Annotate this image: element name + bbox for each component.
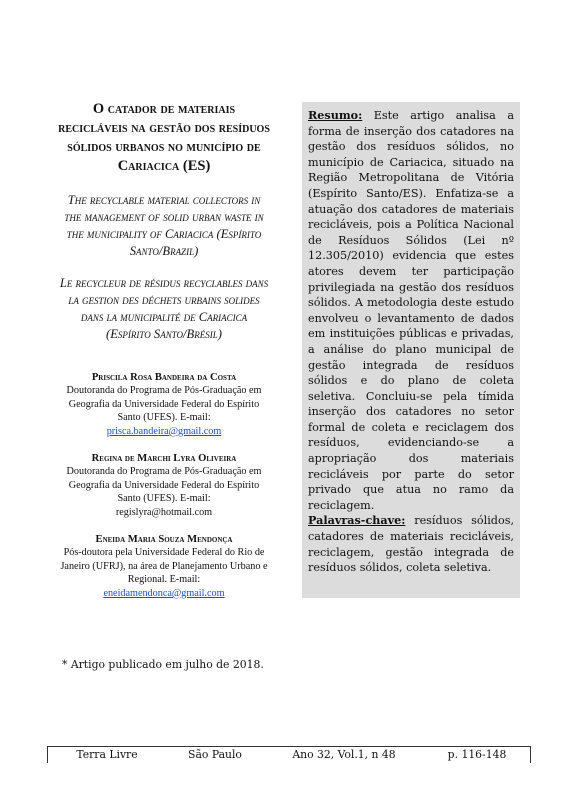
footer-journal: Terra Livre (76, 748, 138, 761)
title-french: Le recycleur de résidus recyclables dans la gestion des déchets urbains solides dans la municipalité de Cariacica (Espírito Santo/Brésil) (59, 276, 269, 341)
author-block (58, 452, 270, 519)
author-email-link[interactable]: prisca.bandeira@gmail.com (106, 425, 222, 437)
title-english: The recyclable material collectors in the management of solid urban waste in the municipality of Cariacica (Espírito Santo/Brazil) (64, 193, 264, 258)
footer-city: São Paulo (188, 748, 242, 761)
author-block (58, 533, 270, 600)
page-footer (47, 746, 531, 763)
author-affiliation: Pós-doutora pela Universidade Federal do Rio de Janeiro (UFRJ), na área de Planejamento Urbano e Regional. E-mail: (60, 547, 268, 586)
footer-pages: p. 116-148 (447, 748, 507, 761)
keywords-text: resíduos sólidos, catadores de materiais recicláveis, reciclagem, gestão integrada de resíduos sólidos, coleta seletiva. (308, 514, 514, 575)
footer-volume: Ano 32, Vol.1, n 48 (292, 748, 396, 761)
keywords-label: Palavras-chave: (308, 513, 406, 528)
abstract-text: Este artigo analisa a forma de inserção dos catadores na gestão dos resíduos sólidos, no município de Cariacica, situado na Região Metropolitana de Vitória (Espírito Santo/ES). Enfatiza-se a atuação dos catadores de materiais recicláveis, pois a Política Nacional de Resíduos Sólidos (Lei nº 12.305/2010) evidencia que estes atores devem ter participação privilegiada na gestão dos resíduos sólidos. A metodologia deste estudo envolveu o levantamento de dados em instituições públicas e privadas, a análise do plano municipal de gestão integrada de resíduos sólidos e do plano de coleta seletiva. Concluiu-se pela tímida inserção dos catadores no setor formal de coleta e reciclagem dos resíduos, evidenciando-se a apropriação dos materiais recicláveis por parte do setor privado que atua no ramo da reciclagem. (308, 109, 514, 512)
author-email-link[interactable]: eneidamendonca@gmail.com (103, 587, 225, 599)
publication-footnote: * Artigo publicado em julho de 2018. (62, 658, 264, 671)
author-name: Priscila Rosa Bandeira da Costa (91, 372, 237, 383)
author-block (58, 371, 270, 438)
abstract-label: Resumo: (308, 108, 363, 122)
titles-column (58, 100, 270, 600)
title-portuguese: O catador de materiais recicláveis na gestão dos resíduos sólidos urbanos no município de Cariacica (ES) (58, 101, 270, 174)
abstract-box (302, 102, 520, 598)
author-affiliation: Doutoranda do Programa de Pós-Graduação em Geografia da Universidade Federal do Espírito Santo (UFES). E-mail: (66, 385, 262, 424)
author-name: Regina de Marchi Lyra Oliveira (91, 453, 237, 465)
author-affiliation: Doutoranda do Programa de Pós-Graduação em Geografia da Universidade Federal do Espírito Santo (UFES). E-mail: (66, 466, 262, 505)
author-email: regislyra@hotmail.com (115, 506, 213, 518)
author-name: Eneida Maria Souza Mendonça (95, 534, 233, 546)
